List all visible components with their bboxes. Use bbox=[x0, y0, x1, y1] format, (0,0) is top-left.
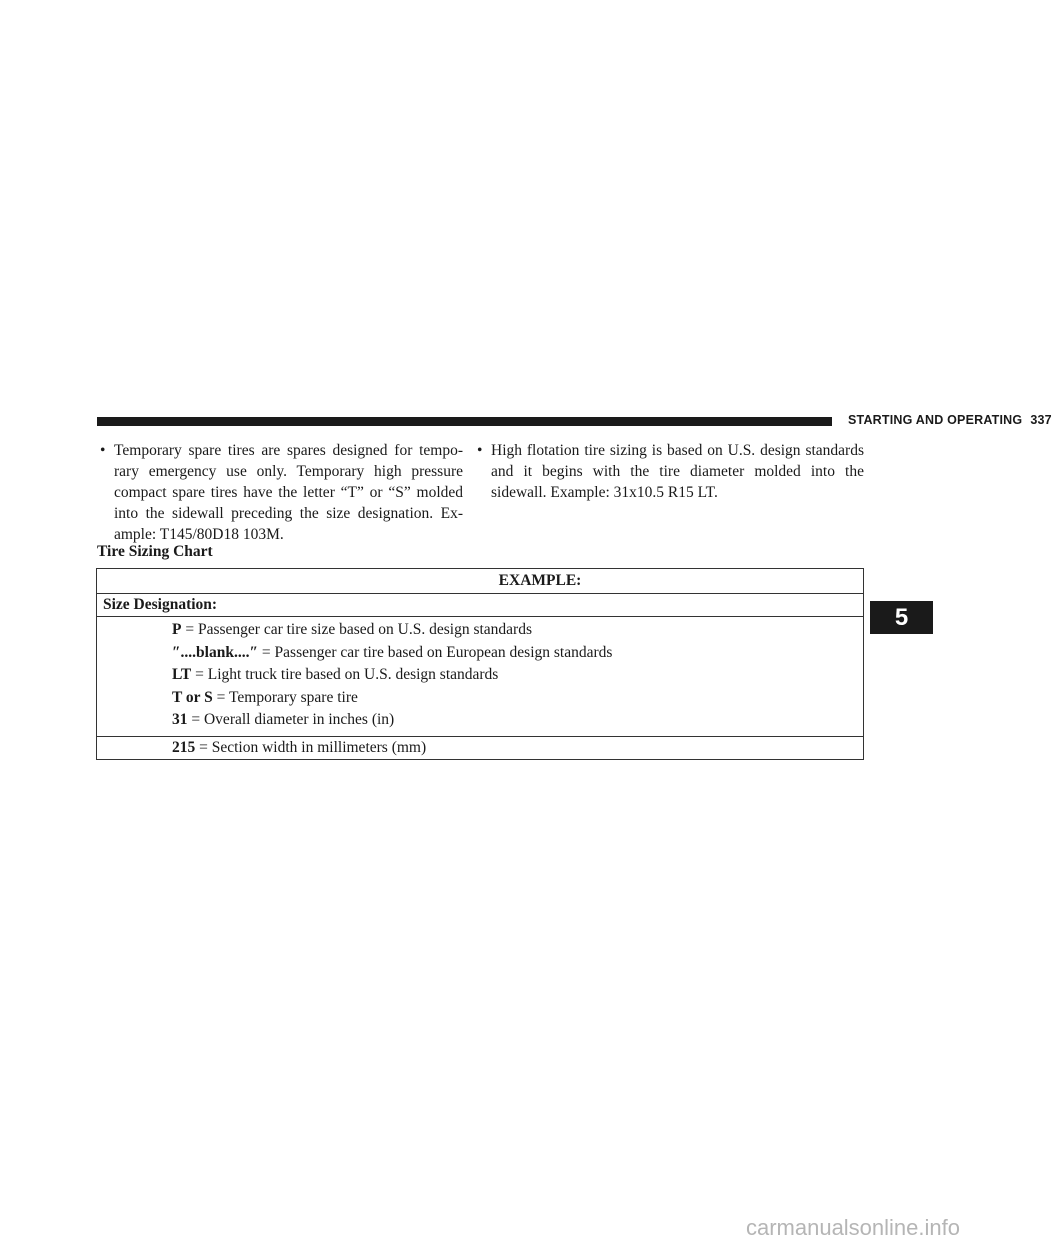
definition-term: 215 bbox=[172, 738, 196, 756]
definition-desc: = Passenger car tire based on European design standards bbox=[258, 643, 613, 661]
table-row bbox=[97, 736, 864, 759]
size-designation-label: Size Designation: bbox=[97, 594, 864, 617]
bullet-item bbox=[97, 440, 463, 545]
tire-sizing-table bbox=[96, 568, 864, 760]
running-header bbox=[848, 413, 1052, 427]
definition-line bbox=[172, 642, 863, 665]
table-row bbox=[97, 617, 864, 737]
definition-term: 31 bbox=[172, 711, 188, 728]
section-tab: 5 bbox=[870, 601, 933, 634]
bullet-item bbox=[474, 440, 864, 503]
chart-title: Tire Sizing Chart bbox=[97, 543, 213, 560]
definition-desc: = Light truck tire based on U.S. design standards bbox=[191, 666, 499, 683]
watermark: carmanualsonline.info bbox=[745, 1215, 960, 1240]
definition-term: LT bbox=[172, 666, 192, 683]
section-title: STARTING AND OPERATING bbox=[848, 413, 1023, 427]
definition-line bbox=[172, 664, 863, 687]
header-rule bbox=[97, 417, 832, 426]
table-row bbox=[97, 594, 864, 617]
definition-term: T or S bbox=[172, 688, 213, 706]
left-column bbox=[97, 440, 463, 545]
bullet-glyph: • bbox=[100, 442, 106, 459]
definition-desc: = Passenger car tire size based on U.S. design standards bbox=[181, 621, 532, 638]
definition-term: P bbox=[172, 621, 182, 638]
table-row bbox=[97, 569, 864, 594]
bullet-text: High flotation tire sizing is based on U.S. design standards and it begins with the tire diameter molded into the sidewall. Example: 31x10.5 R15 LT. bbox=[491, 442, 864, 501]
section-width-cell bbox=[97, 736, 864, 759]
page-number: 337 bbox=[1030, 413, 1052, 427]
right-column bbox=[474, 440, 864, 503]
definition-desc: = Temporary spare tire bbox=[212, 688, 358, 706]
definition-line bbox=[172, 619, 863, 642]
definition-line bbox=[172, 687, 863, 710]
definitions-cell bbox=[97, 617, 864, 737]
example-header: EXAMPLE: bbox=[97, 569, 864, 594]
definition-term: ″....blank....″ bbox=[172, 643, 259, 661]
definition-desc: = Section width in millimeters (mm) bbox=[195, 738, 427, 756]
definition-desc: = Overall diameter in inches (in) bbox=[187, 711, 395, 728]
bullet-glyph: • bbox=[477, 442, 483, 459]
bullet-text: Temporary spare tires are spares designed for tempo-rary emergency use only. Temporary high pressure compact spare tires have the letter “T” or “S” molded into the sidewall preceding the size designation. Ex-ample: T145/80D18 103M. bbox=[114, 442, 463, 543]
definition-line bbox=[172, 709, 863, 732]
